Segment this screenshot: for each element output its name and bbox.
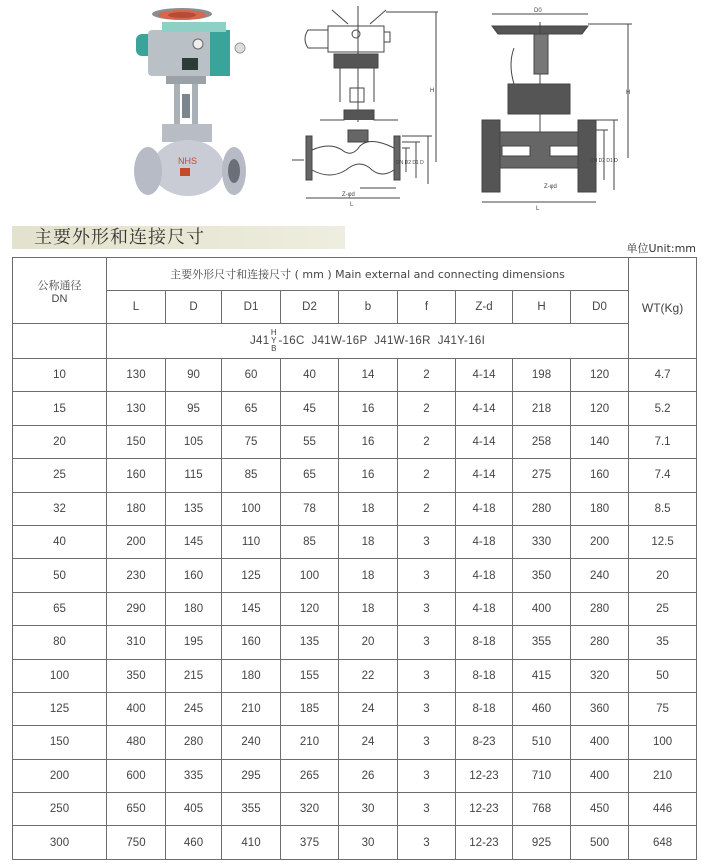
electric-valve-drawing bbox=[290, 2, 440, 212]
cell-dn: 10 bbox=[13, 359, 107, 392]
cell-wt: 7.1 bbox=[629, 425, 697, 458]
cell-wt: 20 bbox=[629, 559, 697, 592]
dimensions-table bbox=[12, 257, 697, 860]
cell-d: 160 bbox=[166, 559, 222, 592]
svg-text:H: H bbox=[430, 88, 435, 94]
cell-h: 258 bbox=[513, 425, 571, 458]
table-row bbox=[13, 359, 697, 392]
cell-dn: 40 bbox=[13, 525, 107, 558]
cell-f: 3 bbox=[398, 659, 456, 692]
cell-wt: 75 bbox=[629, 692, 697, 725]
cell-l: 180 bbox=[107, 492, 166, 525]
cell-h: 710 bbox=[513, 759, 571, 792]
cell-h: 218 bbox=[513, 392, 571, 425]
table-row bbox=[13, 492, 697, 525]
model-suffix: -16C J41W-16P J41W-16R J41Y-16I bbox=[278, 335, 486, 348]
cell-l: 200 bbox=[107, 525, 166, 558]
cell-d2: 40 bbox=[281, 359, 339, 392]
cell-d1: 75 bbox=[222, 425, 281, 458]
cell-l: 480 bbox=[107, 726, 166, 759]
cell-l: 230 bbox=[107, 559, 166, 592]
cell-wt: 648 bbox=[629, 826, 697, 859]
header-col-Zd: Z-d bbox=[456, 291, 513, 324]
cell-d: 90 bbox=[166, 359, 222, 392]
svg-text:Z-φd: Z-φd bbox=[544, 184, 557, 190]
cell-zd: 12-23 bbox=[456, 759, 513, 792]
cell-l: 310 bbox=[107, 626, 166, 659]
cell-zd: 4-14 bbox=[456, 459, 513, 492]
cell-b: 30 bbox=[339, 826, 398, 859]
cell-d2: 135 bbox=[281, 626, 339, 659]
cell-h: 415 bbox=[513, 659, 571, 692]
cell-l: 600 bbox=[107, 759, 166, 792]
header-col-D2: D2 bbox=[281, 291, 339, 324]
cell-d2: 320 bbox=[281, 793, 339, 826]
cell-wt: 5.2 bbox=[629, 392, 697, 425]
cell-d0: 240 bbox=[571, 559, 629, 592]
cell-d1: 160 bbox=[222, 626, 281, 659]
cell-f: 3 bbox=[398, 626, 456, 659]
cell-l: 130 bbox=[107, 359, 166, 392]
cell-f: 3 bbox=[398, 826, 456, 859]
cell-wt: 25 bbox=[629, 592, 697, 625]
header-row-group bbox=[13, 258, 697, 291]
cell-dn: 125 bbox=[13, 692, 107, 725]
cell-f: 3 bbox=[398, 592, 456, 625]
valve-figures bbox=[0, 0, 710, 215]
header-col-b: b bbox=[339, 291, 398, 324]
cell-f: 2 bbox=[398, 392, 456, 425]
svg-text:L: L bbox=[350, 202, 354, 208]
cell-d0: 400 bbox=[571, 726, 629, 759]
cell-dn: 20 bbox=[13, 425, 107, 458]
cell-h: 330 bbox=[513, 525, 571, 558]
table-row bbox=[13, 392, 697, 425]
cell-h: 280 bbox=[513, 492, 571, 525]
cell-dn: 80 bbox=[13, 626, 107, 659]
cell-b: 26 bbox=[339, 759, 398, 792]
cell-d1: 85 bbox=[222, 459, 281, 492]
svg-text:D0: D0 bbox=[534, 8, 542, 14]
table-row bbox=[13, 659, 697, 692]
cell-zd: 4-14 bbox=[456, 392, 513, 425]
cell-d2: 155 bbox=[281, 659, 339, 692]
model-designations bbox=[107, 324, 629, 359]
cell-h: 275 bbox=[513, 459, 571, 492]
cell-dn: 100 bbox=[13, 659, 107, 692]
cell-b: 22 bbox=[339, 659, 398, 692]
cell-d2: 78 bbox=[281, 492, 339, 525]
cell-zd: 8-18 bbox=[456, 626, 513, 659]
cell-zd: 8-18 bbox=[456, 659, 513, 692]
cell-f: 3 bbox=[398, 525, 456, 558]
model-prefix: J41 bbox=[249, 335, 270, 348]
table-row bbox=[13, 726, 697, 759]
header-dn-cn: 公称通径 bbox=[37, 278, 82, 292]
cell-d: 105 bbox=[166, 425, 222, 458]
cell-d2: 375 bbox=[281, 826, 339, 859]
cell-d: 245 bbox=[166, 692, 222, 725]
svg-text:H: H bbox=[626, 90, 631, 96]
stack-mid: Y bbox=[271, 336, 277, 345]
table-row bbox=[13, 826, 697, 859]
cell-d0: 450 bbox=[571, 793, 629, 826]
cell-d0: 120 bbox=[571, 392, 629, 425]
table-row bbox=[13, 626, 697, 659]
cell-d1: 125 bbox=[222, 559, 281, 592]
cell-d0: 500 bbox=[571, 826, 629, 859]
cell-b: 24 bbox=[339, 692, 398, 725]
table-row bbox=[13, 692, 697, 725]
cell-d: 115 bbox=[166, 459, 222, 492]
cell-wt: 8.5 bbox=[629, 492, 697, 525]
cell-f: 2 bbox=[398, 492, 456, 525]
cell-h: 400 bbox=[513, 592, 571, 625]
cell-l: 160 bbox=[107, 459, 166, 492]
cell-b: 20 bbox=[339, 626, 398, 659]
cell-wt: 100 bbox=[629, 726, 697, 759]
header-col-f: f bbox=[398, 291, 456, 324]
cell-f: 3 bbox=[398, 559, 456, 592]
cell-zd: 8-18 bbox=[456, 692, 513, 725]
cell-d: 335 bbox=[166, 759, 222, 792]
cell-d0: 280 bbox=[571, 592, 629, 625]
cell-l: 400 bbox=[107, 692, 166, 725]
header-col-D1: D1 bbox=[222, 291, 281, 324]
cell-f: 3 bbox=[398, 793, 456, 826]
cell-dn: 32 bbox=[13, 492, 107, 525]
cell-h: 198 bbox=[513, 359, 571, 392]
cell-zd: 4-18 bbox=[456, 592, 513, 625]
cell-d0: 320 bbox=[571, 659, 629, 692]
header-dn bbox=[13, 258, 107, 324]
cell-b: 30 bbox=[339, 793, 398, 826]
valve-photo bbox=[118, 6, 248, 206]
cell-dn: 250 bbox=[13, 793, 107, 826]
cell-f: 3 bbox=[398, 726, 456, 759]
cell-d1: 100 bbox=[222, 492, 281, 525]
cell-d2: 65 bbox=[281, 459, 339, 492]
cell-d2: 100 bbox=[281, 559, 339, 592]
cell-d: 195 bbox=[166, 626, 222, 659]
cell-f: 2 bbox=[398, 359, 456, 392]
cell-b: 16 bbox=[339, 392, 398, 425]
cell-zd: 4-14 bbox=[456, 359, 513, 392]
cell-d0: 400 bbox=[571, 759, 629, 792]
cell-d1: 410 bbox=[222, 826, 281, 859]
model-material-stack bbox=[270, 329, 277, 353]
cell-f: 2 bbox=[398, 459, 456, 492]
cell-b: 18 bbox=[339, 559, 398, 592]
cell-l: 130 bbox=[107, 392, 166, 425]
cell-zd: 4-18 bbox=[456, 559, 513, 592]
header-group-dimensions: 主要外形尺寸和连接尺寸 ( mm ) Main external and connecting dimensions bbox=[107, 258, 629, 291]
cell-d1: 110 bbox=[222, 525, 281, 558]
cell-d2: 45 bbox=[281, 392, 339, 425]
cell-d0: 140 bbox=[571, 425, 629, 458]
table-row bbox=[13, 525, 697, 558]
cell-l: 750 bbox=[107, 826, 166, 859]
manual-valve-drawing bbox=[478, 4, 638, 210]
cell-dn: 15 bbox=[13, 392, 107, 425]
stack-top: H bbox=[270, 328, 277, 337]
cell-d2: 55 bbox=[281, 425, 339, 458]
cell-f: 3 bbox=[398, 692, 456, 725]
header-wt: WT(Kg) bbox=[629, 258, 697, 359]
cell-d: 145 bbox=[166, 525, 222, 558]
cell-zd: 4-18 bbox=[456, 525, 513, 558]
table-row bbox=[13, 592, 697, 625]
cell-l: 650 bbox=[107, 793, 166, 826]
cell-wt: 4.7 bbox=[629, 359, 697, 392]
cell-wt: 210 bbox=[629, 759, 697, 792]
cell-dn: 200 bbox=[13, 759, 107, 792]
svg-text:Z-φd: Z-φd bbox=[342, 192, 355, 198]
cell-d0: 180 bbox=[571, 492, 629, 525]
cell-d: 95 bbox=[166, 392, 222, 425]
cell-zd: 12-23 bbox=[456, 793, 513, 826]
cell-h: 460 bbox=[513, 692, 571, 725]
stack-bottom: B bbox=[271, 344, 277, 353]
header-col-D: D bbox=[166, 291, 222, 324]
cell-d1: 355 bbox=[222, 793, 281, 826]
cell-l: 350 bbox=[107, 659, 166, 692]
cell-f: 2 bbox=[398, 425, 456, 458]
cell-d2: 120 bbox=[281, 592, 339, 625]
cell-l: 150 bbox=[107, 425, 166, 458]
cell-d2: 85 bbox=[281, 525, 339, 558]
table-row bbox=[13, 559, 697, 592]
cell-h: 355 bbox=[513, 626, 571, 659]
section-title: 主要外形和连接尺寸 bbox=[34, 227, 205, 248]
cell-d0: 280 bbox=[571, 626, 629, 659]
cell-d: 135 bbox=[166, 492, 222, 525]
cell-d: 460 bbox=[166, 826, 222, 859]
cell-b: 24 bbox=[339, 726, 398, 759]
svg-text:DN D2 D1 D: DN D2 D1 D bbox=[590, 158, 618, 164]
cell-zd: 8-23 bbox=[456, 726, 513, 759]
cell-d: 405 bbox=[166, 793, 222, 826]
cell-wt: 50 bbox=[629, 659, 697, 692]
cell-wt: 7.4 bbox=[629, 459, 697, 492]
cell-d1: 145 bbox=[222, 592, 281, 625]
cell-h: 768 bbox=[513, 793, 571, 826]
cell-h: 925 bbox=[513, 826, 571, 859]
header-row-columns bbox=[13, 291, 697, 324]
header-col-L: L bbox=[107, 291, 166, 324]
cell-d2: 210 bbox=[281, 726, 339, 759]
header-col-D0: D0 bbox=[571, 291, 629, 324]
cell-zd: 12-23 bbox=[456, 826, 513, 859]
cell-wt: 35 bbox=[629, 626, 697, 659]
cell-d0: 360 bbox=[571, 692, 629, 725]
cell-f: 3 bbox=[398, 759, 456, 792]
cell-d1: 295 bbox=[222, 759, 281, 792]
cell-dn: 50 bbox=[13, 559, 107, 592]
svg-text:L: L bbox=[536, 206, 540, 210]
model-row bbox=[13, 324, 697, 359]
cell-h: 350 bbox=[513, 559, 571, 592]
header-dn-en: DN bbox=[51, 292, 68, 305]
header-col-H: H bbox=[513, 291, 571, 324]
svg-text:DN D2 D1 D: DN D2 D1 D bbox=[396, 160, 424, 166]
cell-dn: 300 bbox=[13, 826, 107, 859]
cell-wt: 446 bbox=[629, 793, 697, 826]
table-row bbox=[13, 793, 697, 826]
table-row bbox=[13, 425, 697, 458]
section-title-band bbox=[12, 226, 345, 249]
cell-wt: 12.5 bbox=[629, 525, 697, 558]
cell-d: 180 bbox=[166, 592, 222, 625]
cell-d1: 60 bbox=[222, 359, 281, 392]
cell-d0: 120 bbox=[571, 359, 629, 392]
cell-d2: 265 bbox=[281, 759, 339, 792]
cell-zd: 4-14 bbox=[456, 425, 513, 458]
cell-l: 290 bbox=[107, 592, 166, 625]
cell-dn: 65 bbox=[13, 592, 107, 625]
cell-dn: 25 bbox=[13, 459, 107, 492]
cell-d1: 180 bbox=[222, 659, 281, 692]
model-row-empty bbox=[13, 324, 107, 359]
cell-b: 18 bbox=[339, 592, 398, 625]
cell-d2: 185 bbox=[281, 692, 339, 725]
cell-b: 14 bbox=[339, 359, 398, 392]
cell-d: 215 bbox=[166, 659, 222, 692]
cell-h: 510 bbox=[513, 726, 571, 759]
cell-dn: 150 bbox=[13, 726, 107, 759]
cell-d1: 210 bbox=[222, 692, 281, 725]
cell-d0: 200 bbox=[571, 525, 629, 558]
cell-b: 18 bbox=[339, 525, 398, 558]
table-row bbox=[13, 459, 697, 492]
svg-text:NHS: NHS bbox=[178, 156, 198, 166]
cell-zd: 4-18 bbox=[456, 492, 513, 525]
cell-b: 16 bbox=[339, 425, 398, 458]
cell-b: 18 bbox=[339, 492, 398, 525]
cell-d0: 160 bbox=[571, 459, 629, 492]
cell-d1: 240 bbox=[222, 726, 281, 759]
cell-b: 16 bbox=[339, 459, 398, 492]
cell-d: 280 bbox=[166, 726, 222, 759]
unit-label: 单位Unit:mm bbox=[626, 242, 696, 255]
cell-d1: 65 bbox=[222, 392, 281, 425]
table-row bbox=[13, 759, 697, 792]
